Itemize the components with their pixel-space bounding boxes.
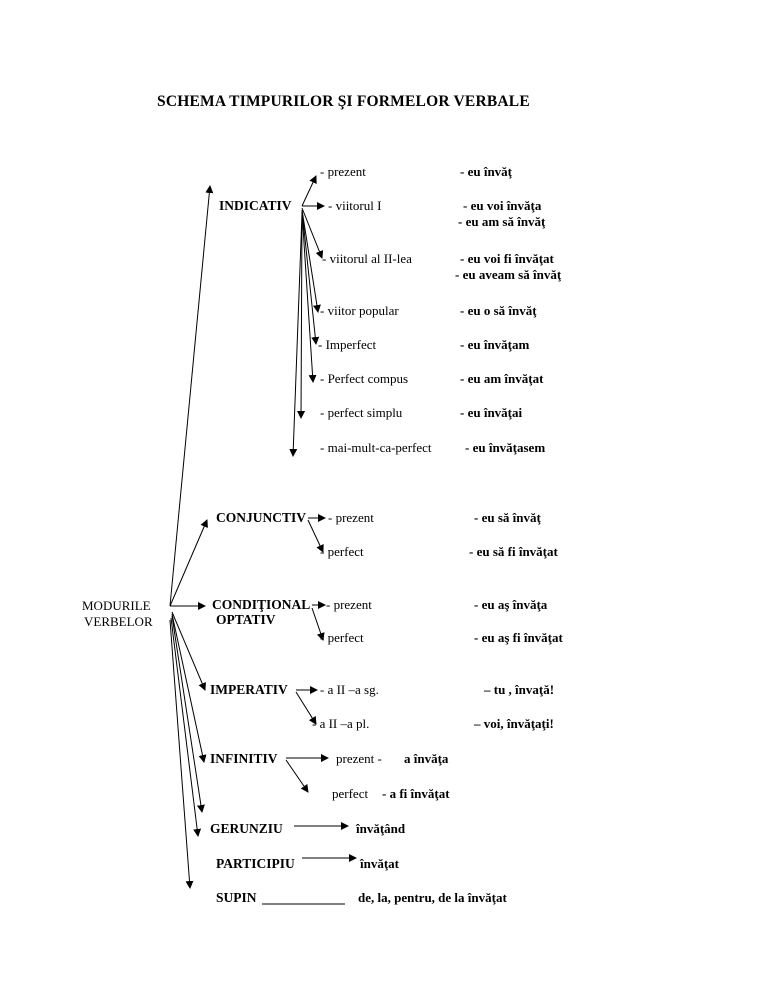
root-label-line1: MODURILE — [82, 598, 151, 613]
ind-form-psimplu: - eu învăţai — [460, 405, 523, 420]
arrow-ind-mmcp — [293, 214, 302, 456]
conj-tense-perfect: - perfect — [320, 544, 364, 559]
arrow-root-supin — [170, 620, 190, 888]
root-label-line2: VERBELOR — [84, 614, 153, 629]
conj-form-perfect: - eu să fi învăţat — [469, 544, 558, 559]
cond-tense-prezent: - prezent — [326, 597, 372, 612]
participiu-form: învăţat — [360, 856, 399, 871]
ind-tense-pcompus: - Perfect compus — [320, 371, 409, 386]
gerunziu-form: învăţând — [356, 821, 406, 836]
ind-tense-imperfect: - Imperfect — [318, 337, 377, 352]
ind-form-viitor2-alt: - eu aveam să învăţ — [455, 267, 562, 282]
ind-form-pcompus: - eu am învăţat — [460, 371, 544, 386]
mode-optativ: OPTATIV — [216, 612, 276, 627]
ind-form-viitor1: - eu voi învăţa — [463, 198, 542, 213]
arrow-ind-popular — [302, 210, 318, 312]
ind-form-viitor1-alt: - eu am să învăţ — [458, 214, 546, 229]
ind-tense-viitor1: - viitorul I — [328, 198, 382, 213]
arrow-root-conjunctiv — [170, 520, 207, 606]
mode-infinitiv: INFINITIV — [210, 751, 278, 766]
arrow-ind-viitor2 — [302, 208, 322, 258]
cond-form-perfect: - eu aş fi învăţat — [474, 630, 563, 645]
inf-tense-perfect: perfect — [332, 786, 369, 801]
arrow-ind-prezent — [302, 176, 316, 206]
arrow-root-infinitiv — [172, 614, 204, 762]
conj-form-prezent: - eu să învăţ — [474, 510, 541, 525]
supin-form: de, la, pentru, de la învăţat — [358, 890, 507, 905]
mode-conditional: CONDIŢIONAL — [212, 597, 311, 612]
ind-form-imperfect: - eu învăţam — [460, 337, 530, 352]
inf-form-perfect: - a fi învăţat — [382, 786, 450, 801]
arrow-root-participiu — [171, 618, 198, 836]
imp-tense-pl: - a II –a pl. — [312, 716, 370, 731]
page-title: SCHEMA TIMPURILOR ŞI FORMELOR VERBALE — [157, 93, 530, 110]
ind-form-popular: - eu o să învăţ — [460, 303, 537, 318]
imp-tense-sg: - a II –a sg. — [320, 682, 379, 697]
ind-form-mmcp: - eu învăţasem — [465, 440, 546, 455]
mode-supin: SUPIN — [216, 890, 257, 905]
mode-conjunctiv: CONJUNCTIV — [216, 510, 307, 525]
arrow-inf-perfect — [286, 760, 308, 792]
ind-tense-mmcp: - mai-mult-ca-perfect — [320, 440, 432, 455]
conj-tense-prezent: - prezent — [328, 510, 374, 525]
arrow-root-gerunziu — [172, 616, 202, 812]
cond-tense-perfect: - perfect — [320, 630, 364, 645]
cond-form-prezent: - eu aş învăţa — [474, 597, 548, 612]
ind-tense-psimplu: - perfect simplu — [320, 405, 403, 420]
imp-form-sg: – tu , învaţă! — [484, 682, 555, 697]
ind-tense-prezent: - prezent — [320, 164, 366, 179]
inf-tense-prezent: prezent - — [336, 751, 382, 766]
ind-tense-popular: - viitor popular — [320, 303, 399, 318]
imp-form-pl: – voi, învăţaţi! — [474, 716, 554, 731]
arrow-root-indicativ — [170, 186, 210, 606]
mode-participiu: PARTICIPIU — [216, 856, 295, 871]
ind-form-viitor2: - eu voi fi învăţat — [460, 251, 554, 266]
mode-gerunziu: GERUNZIU — [210, 821, 283, 836]
ind-form-prezent: - eu învăţ — [460, 164, 512, 179]
mode-imperativ: IMPERATIV — [210, 682, 288, 697]
inf-form-prezent: a învăţa — [404, 751, 449, 766]
mode-indicativ: INDICATIV — [219, 198, 292, 213]
ind-tense-viitor2: - viitorul al II-lea — [322, 251, 412, 266]
